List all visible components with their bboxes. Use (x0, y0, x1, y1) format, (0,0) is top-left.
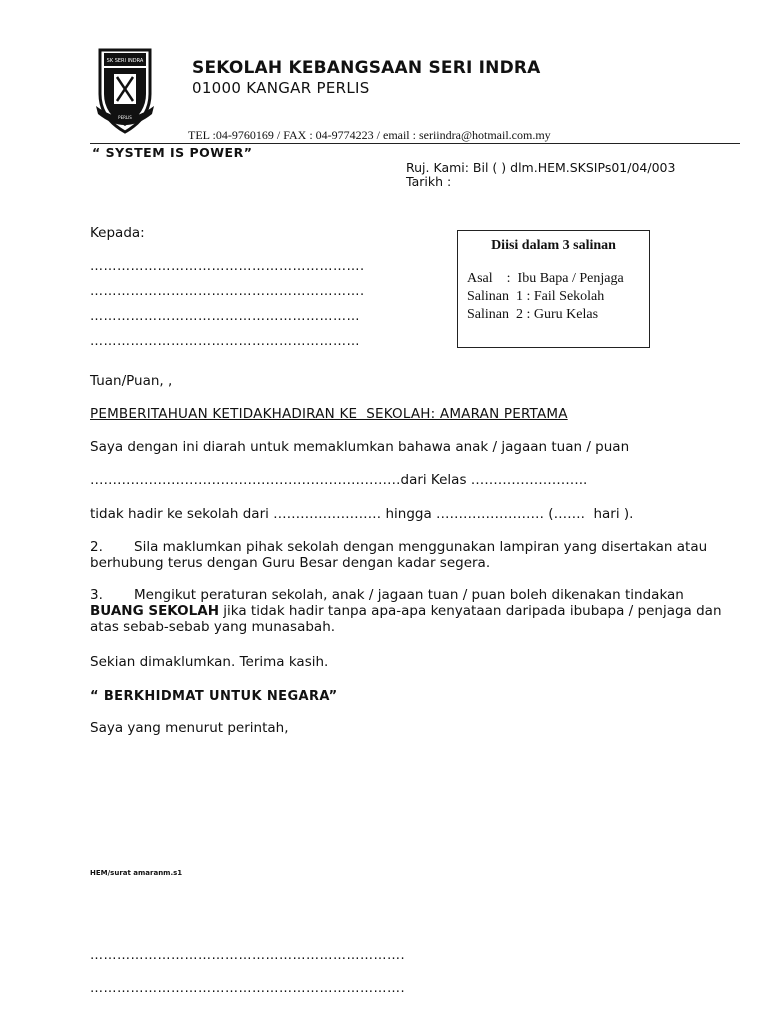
paragraph-3-bold-text: BUANG SEKOLAH (90, 603, 219, 619)
paragraph-2 (90, 539, 730, 571)
paragraph-1-line-1: Saya dengan ini diarah untuk memaklumkan bahawa anak / jagaan tuan / puan (90, 439, 630, 455)
reference-number: Ruj. Kami: Bil ( ) dlm.HEM.SKSIPs01/04/003 (406, 160, 676, 175)
recipient-line: …………………………………………………… (90, 309, 360, 324)
copies-box (457, 230, 650, 348)
motto-bottom: “ BERKHIDMAT UNTUK NEGARA” (90, 689, 338, 704)
sign-off: Saya yang menurut perintah, (90, 720, 289, 736)
paragraph-3-number: 3. (90, 587, 103, 603)
paragraph-2-number: 2. (90, 539, 103, 555)
paragraph-3 (90, 587, 730, 635)
salutation: Tuan/Puan, , (90, 373, 173, 389)
paragraph-2-text: Sila maklumkan pihak sekolah dengan menggunakan lampiran yang disertakan atau berhubung terus dengan Guru Besar dengan kadar segera. (90, 539, 708, 571)
recipient-line: ……………………………………………………. (90, 259, 365, 274)
copies-line-copy1: Salinan 1 : Fail Sekolah (467, 289, 605, 304)
paragraph-3-text-before: Mengikut peraturan sekolah, anak / jagaan tuan / puan boleh dikenakan tindakan (134, 587, 684, 603)
school-name: SEKOLAH KEBANGSAAN SERI INDRA (192, 58, 541, 78)
recipient-label: Kepada: (90, 225, 145, 241)
svg-text:SK SERI INDRA: SK SERI INDRA (106, 58, 144, 64)
recipient-line: ……………………………………………………. (90, 284, 365, 299)
signature-line: ……………………………………………………………. (90, 948, 406, 963)
motto-top: “ SYSTEM IS POWER” (92, 145, 253, 160)
paragraph-3-text-after: jika tidak hadir tanpa apa-apa kenyataan daripada ibubapa / penjaga dan atas sebab-sebab yang munasabah. (90, 603, 722, 635)
paragraph-1-line-2: ……………………………………………………………dari Kelas …………………….. (90, 472, 588, 488)
letter-subject: PEMBERITAHUAN KETIDAKHADIRAN KE SEKOLAH: AMARAN PERTAMA (90, 406, 568, 422)
header-divider (90, 143, 740, 144)
copies-line-copy2: Salinan 2 : Guru Kelas (467, 307, 599, 322)
date-label: Tarikh : (406, 174, 452, 189)
recipient-line: …………………………………………………… (90, 334, 360, 349)
school-address: 01000 KANGAR PERLIS (192, 79, 370, 97)
svg-text:PERLIS: PERLIS (118, 115, 132, 120)
school-crest-logo (92, 44, 158, 136)
copies-line-original: Asal : Ibu Bapa / Penjaga (467, 271, 624, 286)
footer-code: HEM/surat amaranm.s1 (90, 869, 183, 877)
copies-box-title: Diisi dalam 3 salinan (491, 238, 616, 253)
closing-line: Sekian dimaklumkan. Terima kasih. (90, 654, 329, 670)
paragraph-1-line-3: tidak hadir ke sekolah dari …………………… hingga …………………… (……. hari ). (90, 506, 634, 522)
school-contact: TEL :04-9760169 / FAX : 04-9774223 / email : seriindra@hotmail.com.my (188, 128, 551, 142)
reference-block (406, 161, 675, 189)
signature-line: ……………………………………………………………. (90, 981, 406, 996)
